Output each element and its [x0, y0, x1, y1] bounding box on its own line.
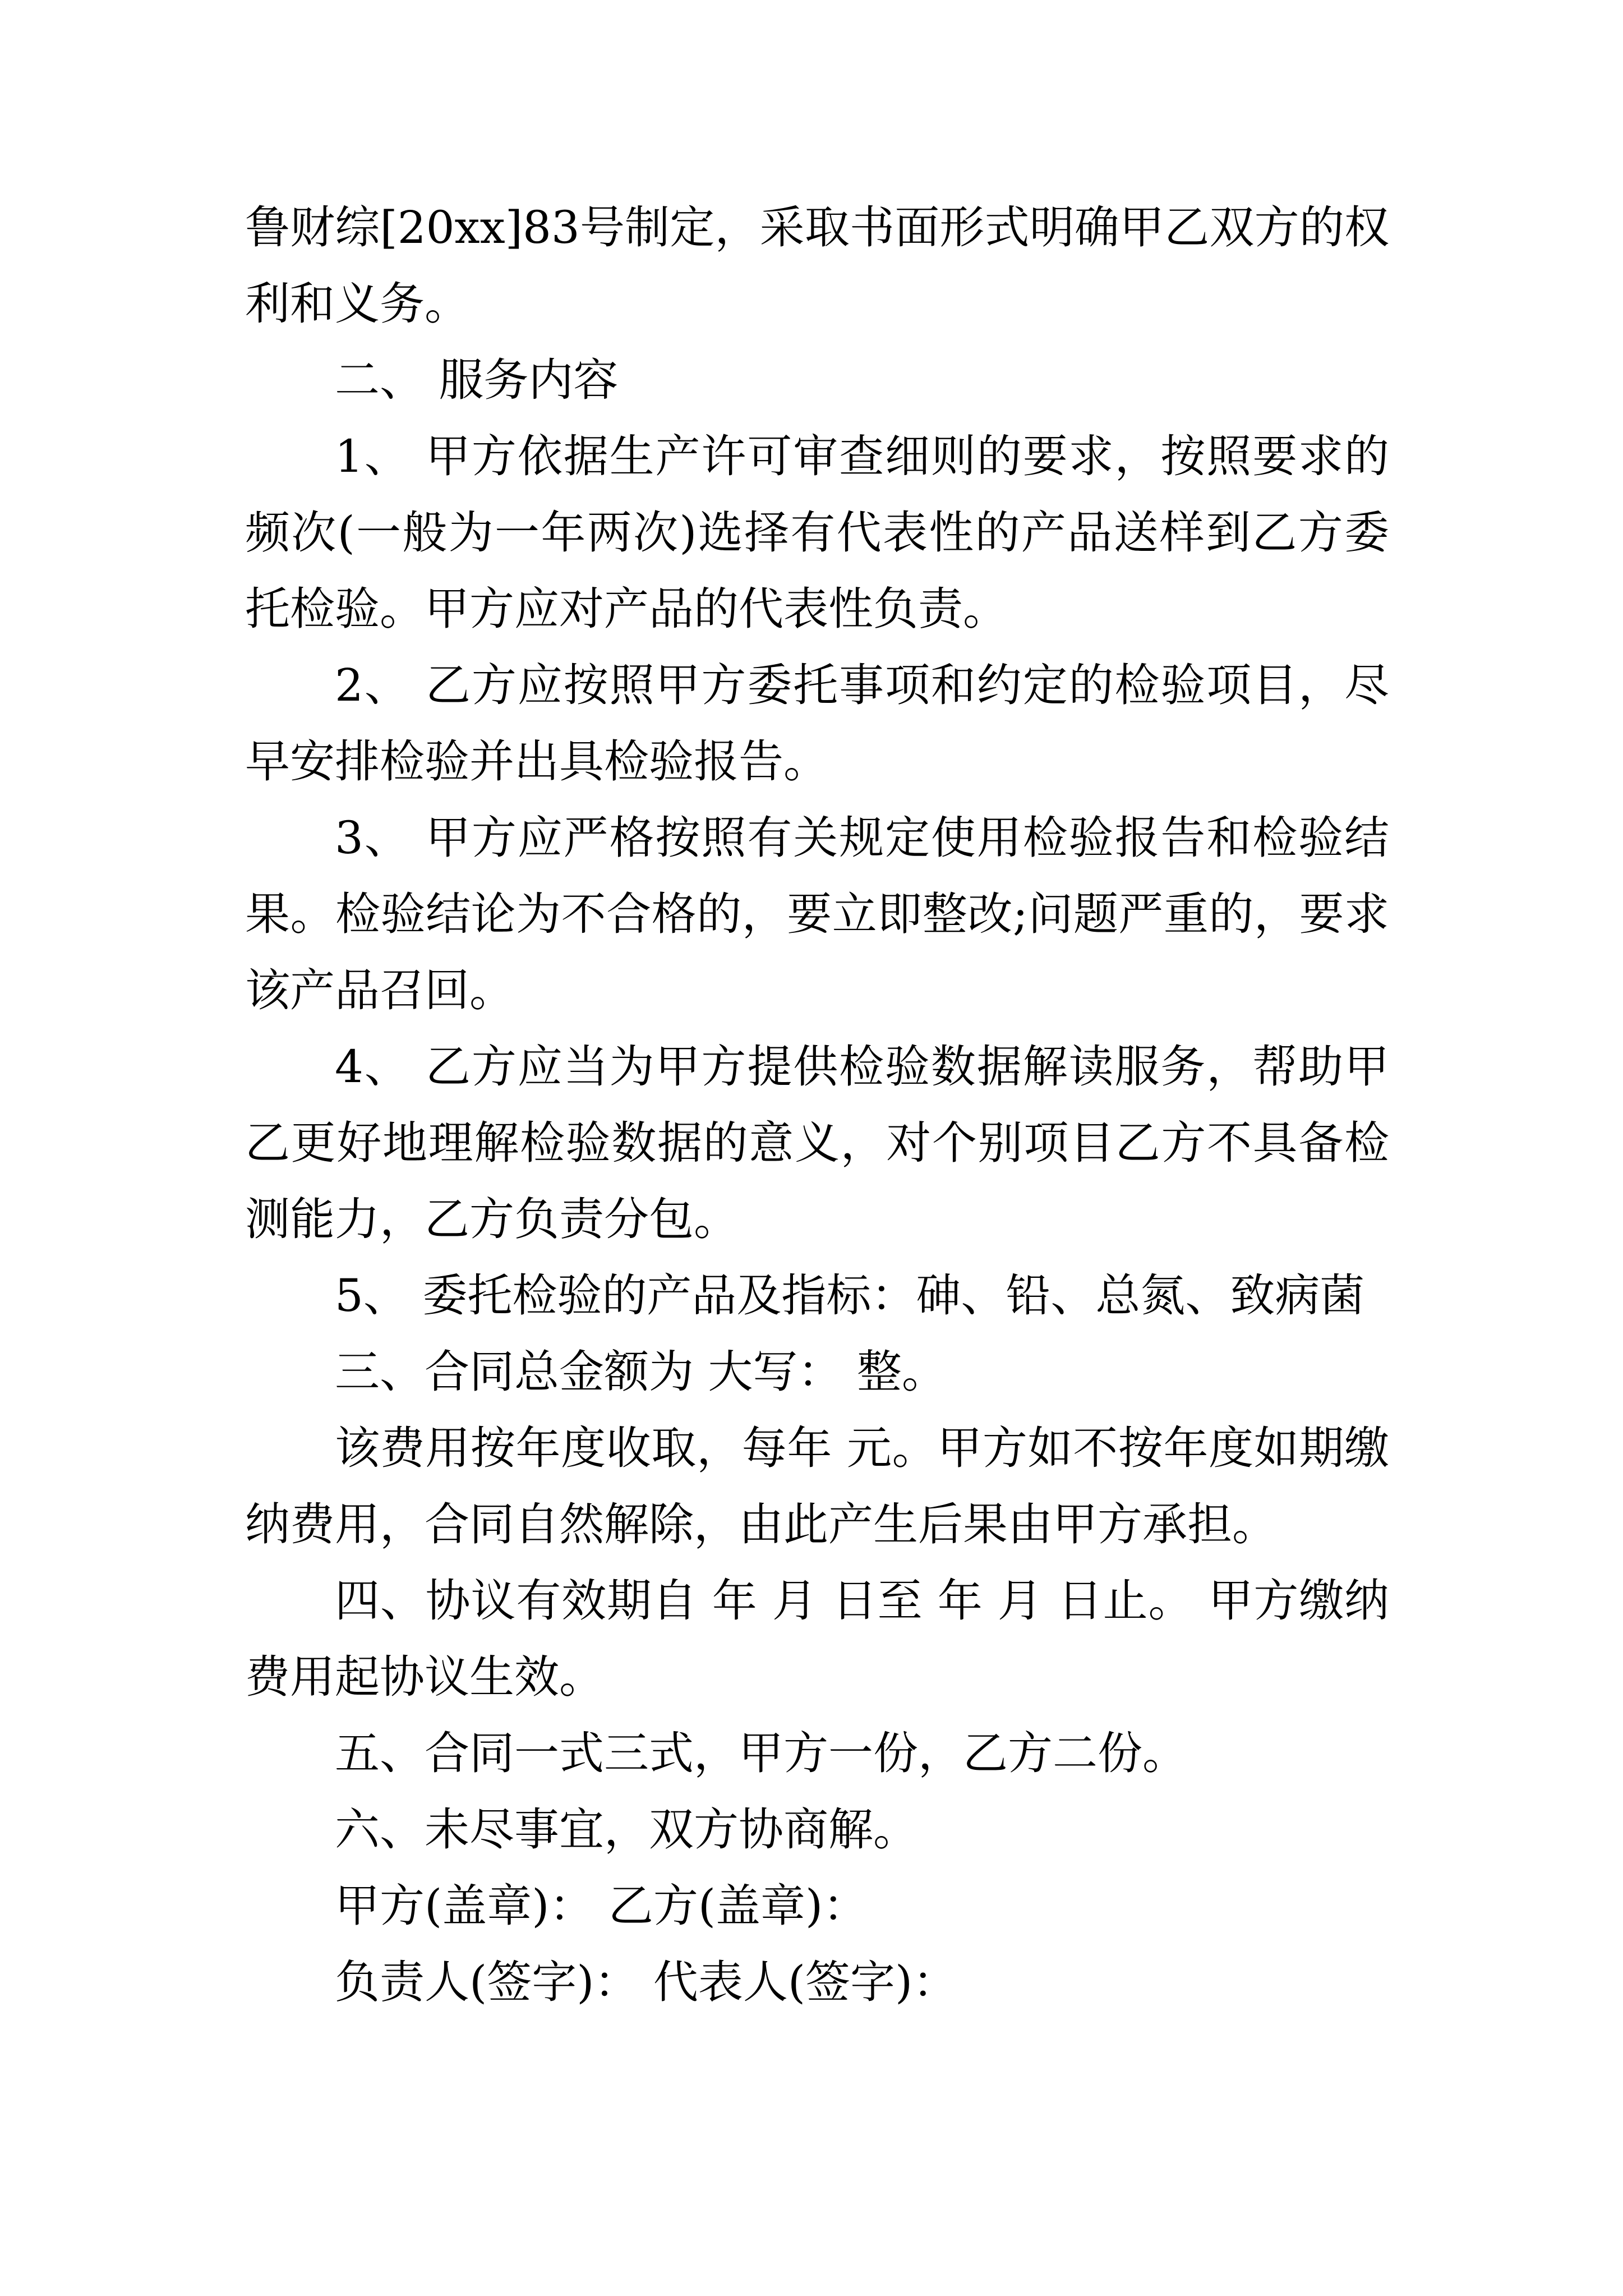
signature-line-signers: 负责人(签字)： 代表人(签字)：: [335, 1956, 958, 2008]
clause-3: 3、 甲方应严格按照有关规定使用检验报告和检验结果。检验结论为不合格的，要立即整改;问题严重的，要求该产品召回。: [245, 812, 1389, 1016]
signature-line-seals: 甲方(盖章)： 乙方(盖章)：: [335, 1880, 868, 1932]
section-unresolved-matters: 六、未尽事宜，双方协商解。: [335, 1803, 918, 1856]
clause-2: 2、 乙方应按照甲方委托事项和约定的检验项目，尽早安排检验并出具检验报告。: [245, 659, 1389, 788]
section-contract-amount: 三、合同总金额为 大写： 整。: [335, 1346, 947, 1398]
section-heading-service-content: 二、 服务内容: [335, 354, 619, 406]
clause-4: 4、 乙方应当为甲方提供检验数据解读服务，帮助甲乙更好地理解检验数据的意义，对个别项目乙方不具备检测能力，乙方负责分包。: [245, 1041, 1389, 1245]
paragraph-fee-terms: 该费用按年度收取，每年 元。甲方如不按年度如期缴纳费用，合同自然解除，由此产生后果由甲方承担。: [245, 1422, 1389, 1550]
section-validity-period: 四、协议有效期自 年 月 日至 年 月 日止。 甲方缴纳费用起协议生效。: [245, 1575, 1389, 1703]
contract-body: [245, 190, 1389, 2021]
clause-5: 5、 委托检验的产品及指标：砷、铅、总氮、致病菌: [335, 1269, 1365, 1322]
paragraph-intro-continuation: 鲁财综[20xx]83号制定，采取书面形式明确甲乙双方的权利和义务。: [245, 201, 1389, 330]
section-copies: 五、合同一式三式，甲方一份，乙方二份。: [335, 1727, 1187, 1779]
clause-1: 1、 甲方依据生产许可审查细则的要求，按照要求的频次(一般为一年两次)选择有代表性的产品送样到乙方委托检验。甲方应对产品的代表性负责。: [245, 430, 1389, 635]
